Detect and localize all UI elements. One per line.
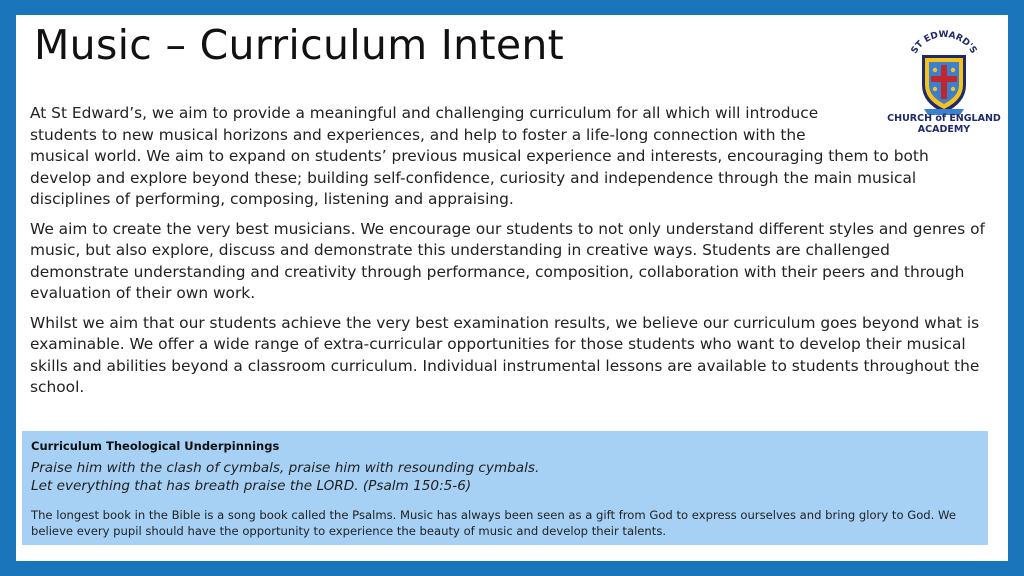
paragraph-3: Whilst we aim that our students achieve the very best examination results, we believe our curriculum goes beyond what is examinable. We offer a wide range of extra-curricular opportunities for those students who want to develop their musical skills and abilities beyond a classroom curriculum. Individual instrumental lessons are available to students throughout the school. [30, 313, 980, 396]
slide [16, 15, 1008, 561]
logo-line-2: ACADEMY [917, 124, 971, 135]
paragraph-1-intro: At St Edward’s, we aim to provide a meaningful and challenging curriculum for all which will introduce students to new musical horizons and experiences, and help to foster a life-long connection with the [30, 104, 819, 144]
psalm-quote [31, 459, 980, 495]
psalm-line-1: Praise him with the clash of cymbals, praise him with resounding cymbals. [31, 460, 540, 476]
paragraph-2: We aim to create the very best musicians. We encourage our students to not only understand different styles and genres of music, but also explore, discuss and demonstrate this understanding in creative ways. Students are challenged demonstrate understanding and creativity through performance, composition, collaboration with their peers and through evaluation of their own work. [30, 219, 985, 302]
psalm-line-2: Let everything that has breath praise the LORD. (Psalm 150:5-6) [31, 478, 472, 494]
logo-arc-text: ST EDWARD'S [909, 29, 979, 56]
page-title: Music – Curriculum Intent [34, 21, 565, 69]
theology-panel [22, 431, 988, 545]
paragraph-1 [30, 103, 990, 211]
theology-text: The longest book in the Bible is a song book called the Psalms. Music has always been seen as a gift from God to express ourselves and bring glory to God. We believe every pupil should have the opportunity to experience the beauty of music and develop their talents. [31, 508, 956, 538]
theology-heading: Curriculum Theological Underpinnings [31, 439, 280, 453]
logo-line-1: CHURCH of ENGLAND [887, 113, 1001, 124]
intent-body [30, 103, 990, 407]
paragraph-1-rest: musical world. We aim to expand on students’ previous musical experience and interests, encouraging them to both develop and explore beyond these; building self-confidence, curiosity and independence through the main musical disciplines of performing, composing, listening and appraising. [30, 147, 929, 208]
